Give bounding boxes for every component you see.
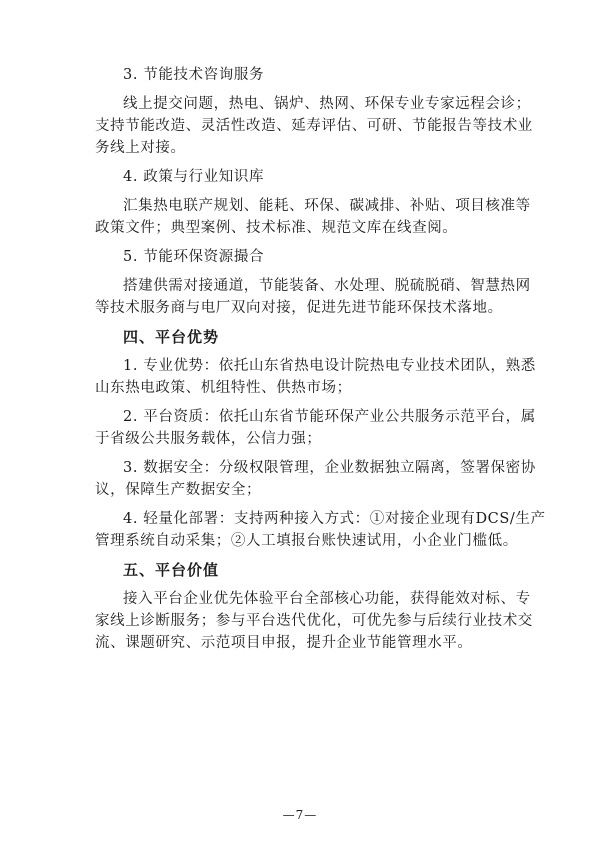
- text-line: 流、课题研究、示范项目申报，提升企业节能管理水平。: [95, 635, 473, 651]
- section-heading: [95, 326, 520, 348]
- text-line: 线上提交问题，热电、锅炉、热网、环保专业专家远程会诊；: [123, 96, 531, 112]
- text-line: 支持节能改造、灵活性改造、延寿评估、可研、节能报告等技术业: [95, 118, 533, 134]
- text-line: 3. 数据安全：分级权限管理，企业数据独立隔离，签署保密协: [123, 460, 536, 476]
- paragraph-gap: [95, 268, 520, 275]
- paragraph-gap: [95, 501, 520, 508]
- paragraph: [95, 246, 520, 268]
- text-line: 汇集热电联产规划、能耗、环保、碳减排、补贴、项目核准等: [123, 198, 531, 214]
- paragraph: [95, 93, 533, 159]
- paragraph: [95, 195, 531, 239]
- paragraph: [95, 457, 536, 501]
- paragraph-gap: [95, 399, 520, 406]
- text-line: 务线上对接。: [95, 140, 186, 156]
- page-number: —7—: [282, 808, 318, 822]
- paragraph-gap: [95, 159, 520, 166]
- text-line: 家线上诊断服务；参与平台迭代优化，可优先参与后续行业技术交: [95, 613, 533, 629]
- paragraph-gap: [95, 552, 520, 559]
- text-line: 管理系统自动采集；②人工填报台账快速试用，小企业门槛低。: [95, 533, 518, 549]
- paragraph: [95, 166, 520, 188]
- text-line: 2. 平台资质：依托山东省节能环保产业公共服务示范平台，属: [123, 409, 536, 425]
- text-line: 于省级公共服务载体，公信力强；: [95, 431, 322, 447]
- paragraph-gap: [95, 239, 520, 246]
- document-body: [95, 64, 546, 654]
- paragraph-gap: [95, 188, 520, 195]
- paragraph: [95, 588, 533, 654]
- text-line: 接入平台企业优先体验平台全部核心功能，获得能效对标、专: [123, 591, 531, 607]
- paragraph: [95, 406, 536, 450]
- text-line: 政策文件；典型案例、技术标准、规范文库在线查阅。: [95, 220, 458, 236]
- section-heading: [95, 559, 520, 581]
- text-line: 议，保障生产数据安全；: [95, 482, 262, 498]
- text-line: 5. 节能环保资源撮合: [123, 249, 265, 265]
- text-line: 搭建供需对接通道，节能装备、水处理、脱硫脱硝、智慧热网: [123, 278, 531, 294]
- paragraph: [95, 275, 531, 319]
- paragraph: [95, 64, 520, 86]
- text-line: 四、平台优势: [123, 328, 220, 346]
- text-line: 4. 政策与行业知识库: [123, 169, 265, 185]
- paragraph-gap: [95, 319, 520, 326]
- text-line: 3. 节能技术咨询服务: [123, 67, 265, 83]
- text-line: 1. 专业优势：依托山东省热电设计院热电专业技术团队，熟悉: [123, 358, 536, 374]
- text-line: 4. 轻量化部署：支持两种接入方式：①对接企业现有DCS/生产: [123, 511, 546, 527]
- text-line: 山东热电政策、机组特性、供热市场；: [95, 380, 352, 396]
- paragraph-gap: [95, 450, 520, 457]
- text-line: 等技术服务商与电厂双向对接，促进先进节能环保技术落地。: [95, 300, 503, 316]
- paragraph: [95, 508, 546, 552]
- paragraph-gap: [95, 86, 520, 93]
- paragraph-gap: [95, 348, 520, 355]
- paragraph-gap: [95, 581, 520, 588]
- text-line: 五、平台价值: [123, 561, 220, 579]
- paragraph: [95, 355, 536, 399]
